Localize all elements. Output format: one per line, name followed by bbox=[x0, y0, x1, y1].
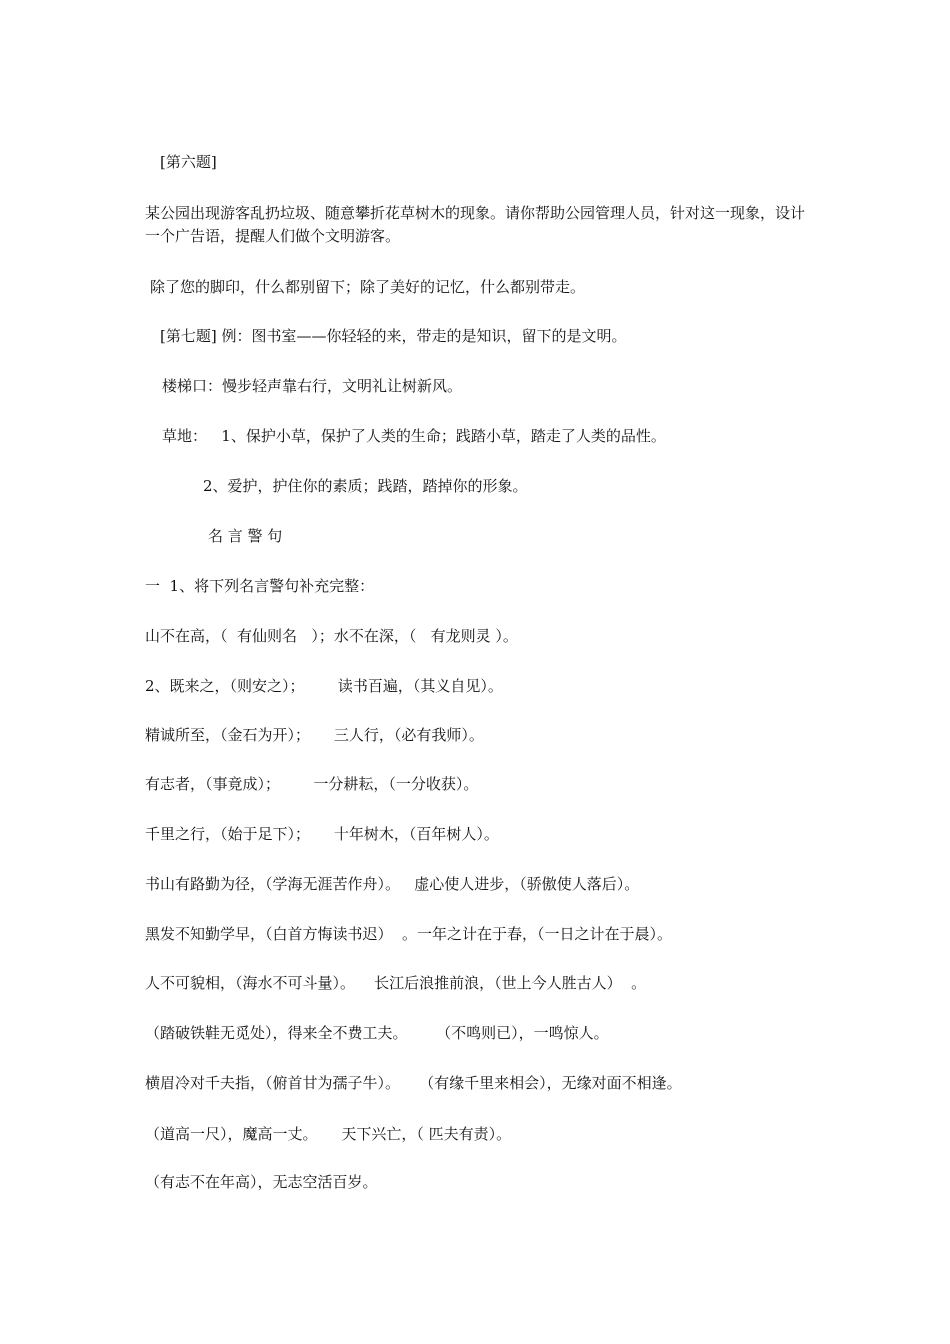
question-7-example: [第七题] 例：图书室——你轻轻的来，带走的是知识，留下的是文明。 bbox=[160, 327, 627, 345]
proverb-line: 2、既来之，（则安之）； 读书百遍，（其义自见）。 bbox=[145, 677, 503, 695]
question-6-prompt: 某公园出现游客乱扔垃圾、随意攀折花草树木的现象。请你帮助公园管理人员，针对这一现象，设计一个广告语，提醒人们做个文明游客。 bbox=[145, 204, 806, 245]
proverb-line: 山不在高，（ 有仙则名 ）；水不在深，（ 有龙则灵 ）。 bbox=[145, 627, 518, 645]
proverb-line: 横眉冷对千夫指，（俯首甘为孺子牛）。 （有缘千里来相会），无缘对面不相逢。 bbox=[145, 1074, 682, 1092]
question-7-grass-2: 2、爱护，护住你的素质；践踏，踏掉你的形象。 bbox=[203, 477, 528, 495]
proverb-line: （有志不在年高），无志空活百岁。 bbox=[145, 1173, 378, 1191]
proverb-line: 书山有路勤为径，（学海无涯苦作舟）。 虚心使人进步，（骄傲使人落后）。 bbox=[145, 875, 640, 893]
section-intro: 一 1、将下列名言警句补充完整： bbox=[145, 577, 375, 595]
proverb-line: 黑发不知勤学早，（白首方悔读书迟） 。一年之计在于春，（一日之计在于晨）。 bbox=[145, 925, 673, 943]
question-6-heading: [第六题] bbox=[160, 153, 217, 171]
question-7-stairs: 楼梯口：慢步轻声靠右行，文明礼让树新风。 bbox=[162, 377, 463, 395]
proverb-line: （踏破铁鞋无觅处），得来全不费工夫。 （不鸣则已），一鸣惊人。 bbox=[145, 1024, 609, 1042]
proverb-line: （道高一尺），魔高一丈。 天下兴亡，（ 匹夫有责）。 bbox=[145, 1125, 512, 1143]
proverb-line: 精诚所至，（金石为开）； 三人行，（必有我师）。 bbox=[145, 726, 484, 744]
proverb-line: 有志者，（事竟成）； 一分耕耘，（一分收获）。 bbox=[145, 775, 479, 793]
proverb-line: 千里之行，（始于足下）； 十年树木，（百年树人）。 bbox=[145, 825, 499, 843]
section-title: 名 言 警 句 bbox=[208, 527, 283, 545]
question-7-grass-1: 草地： 1、保护小草，保护了人类的生命；践踏小草，踏走了人类的品性。 bbox=[162, 427, 666, 445]
proverb-line: 人不可貌相，（海水不可斗量）。 长江后浪推前浪，（世上今人胜古人） 。 bbox=[145, 974, 647, 992]
question-6-answer: 除了您的脚印，什么都别留下；除了美好的记忆，什么都别带走。 bbox=[150, 278, 586, 296]
